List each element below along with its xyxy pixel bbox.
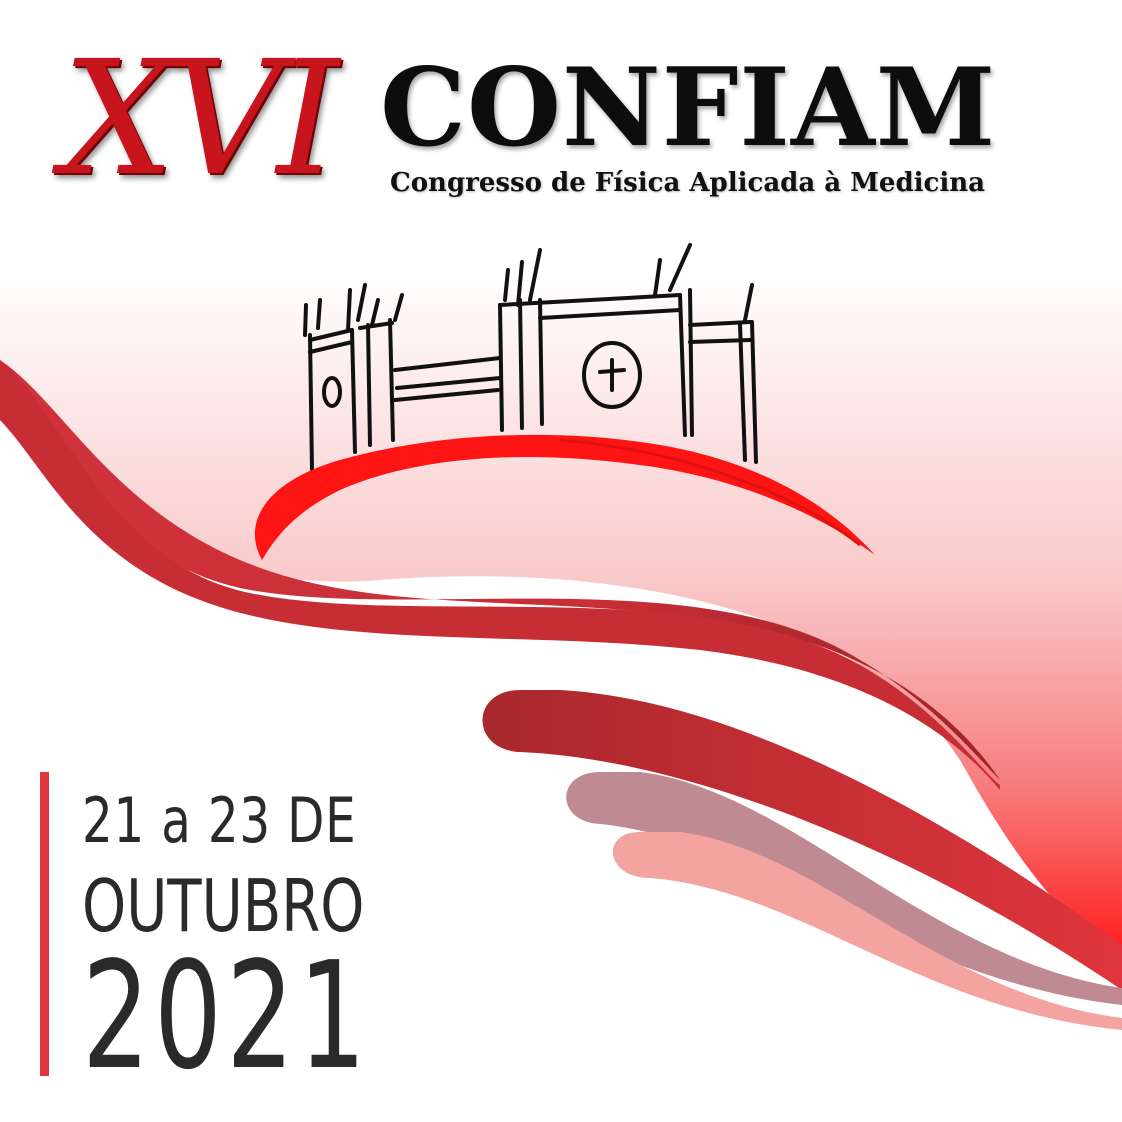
event-acronym: CONFIAM [380, 45, 997, 171]
date-days: 21 a 23 DE [82, 784, 357, 857]
date-year: 2021 [82, 930, 371, 1102]
event-full-name: Congresso de Física Aplicada à Medicina [390, 168, 985, 198]
date-month: OUTUBRO [82, 864, 365, 948]
date-accent-bar [40, 772, 49, 1076]
edition-number: XVI [62, 27, 333, 211]
